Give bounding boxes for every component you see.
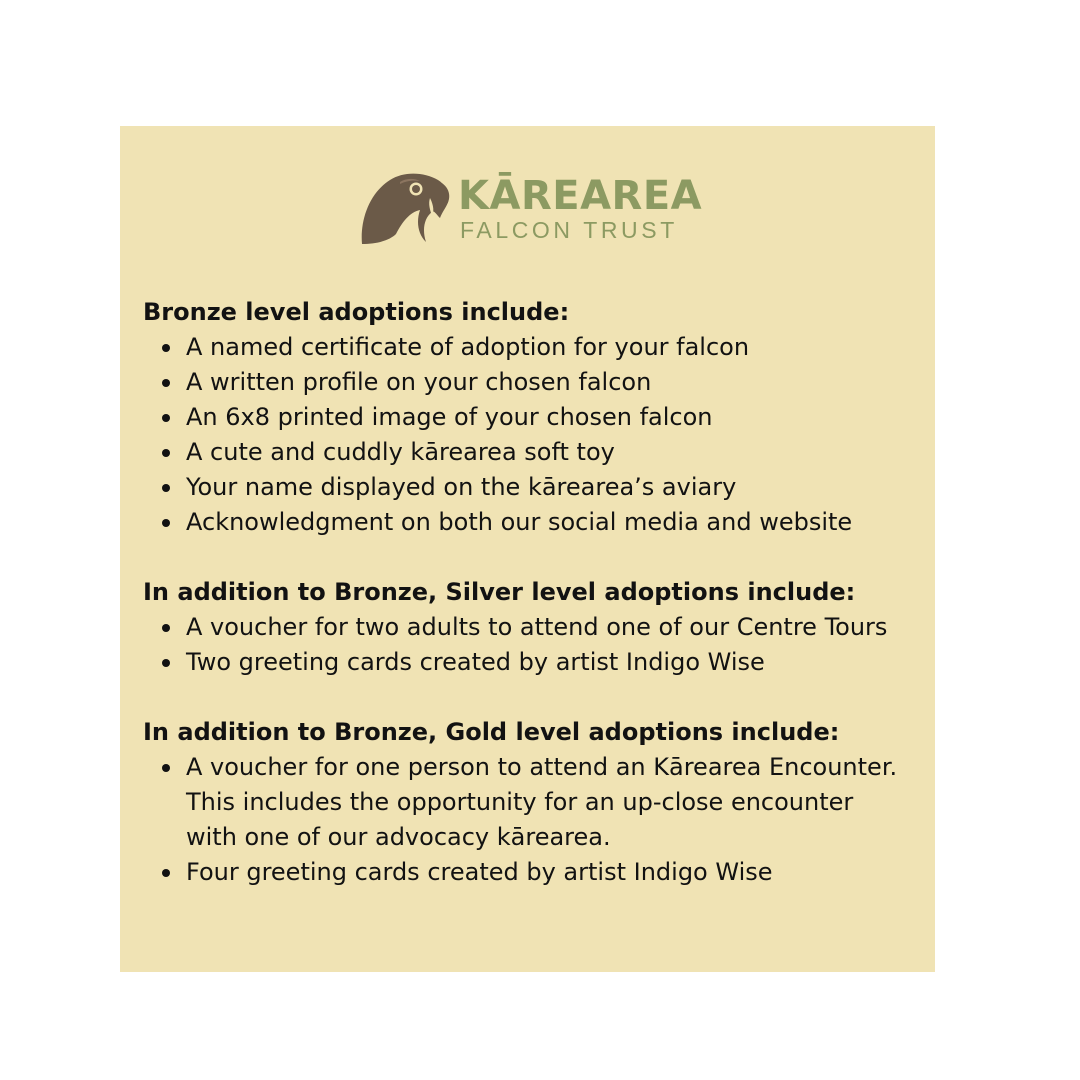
list-item: A named certificate of adoption for your falcon [186,330,923,365]
silver-list [143,610,923,680]
list-item: Four greeting cards created by artist Indigo Wise [186,855,923,890]
silver-section [143,575,923,680]
list-item-line: This includes the opportunity for an up-close encounter [186,788,854,816]
bronze-heading: Bronze level adoptions include: [143,298,570,326]
list-item-line: with one of our advocacy kārearea. [186,823,611,851]
list-item: An 6x8 printed image of your chosen falcon [186,400,923,435]
list-item: Your name displayed on the kārearea’s aviary [186,470,923,505]
brand-subtitle: FALCON TRUST [460,217,678,243]
falcon-head-icon [360,172,452,246]
bronze-list [143,330,923,540]
adoption-levels-content [143,295,923,925]
list-item: A cute and cuddly kārearea soft toy [186,435,923,470]
brand-name: KĀREAREA [458,173,703,219]
bronze-section [143,295,923,540]
list-item-line: A voucher for one person to attend an Kārearea Encounter. [186,753,898,781]
gold-heading: In addition to Bronze, Gold level adoptions include: [143,718,840,746]
list-item [186,750,923,855]
adoption-info-card [120,126,935,972]
list-item: A voucher for two adults to attend one of our Centre Tours [186,610,923,645]
silver-heading: In addition to Bronze, Silver level adoptions include: [143,578,856,606]
gold-section [143,715,923,890]
karearea-falcon-trust-logo [360,172,720,246]
gold-list [143,750,923,890]
list-item: Two greeting cards created by artist Indigo Wise [186,645,923,680]
list-item: A written profile on your chosen falcon [186,365,923,400]
list-item: Acknowledgment on both our social media and website [186,505,923,540]
